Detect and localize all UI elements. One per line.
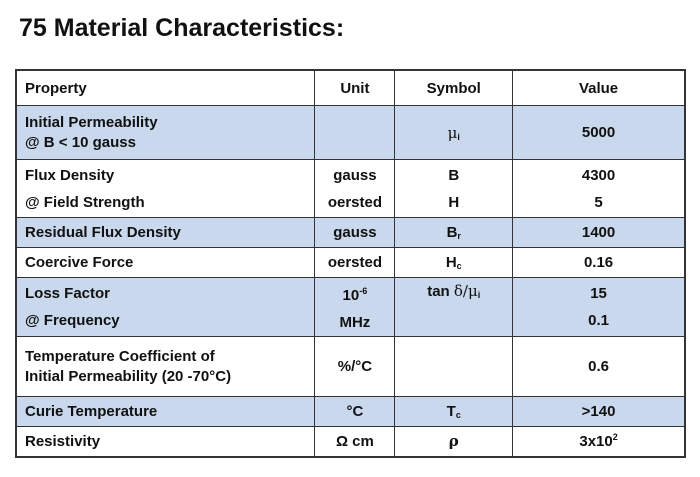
symbol-line: B [448, 166, 460, 184]
value-cell: 5000 [513, 106, 685, 160]
symbol-main: T [446, 403, 456, 420]
property-cell [16, 278, 315, 337]
symbol-cell [395, 160, 513, 218]
unit-cell: oersted [315, 248, 395, 278]
unit-cell: %/°C [315, 337, 395, 397]
property-cell: Curie Temperature [16, 397, 315, 427]
table-row-coercive-force [16, 248, 685, 278]
symbol-subscript: i [457, 131, 460, 142]
symbol-greek: δ/μ [453, 282, 478, 300]
symbol-line-blank [403, 309, 504, 336]
value-line: 5 [594, 193, 603, 211]
unit-cell [315, 160, 395, 218]
unit-line: oersted [327, 193, 382, 211]
property-line: Temperature Coefficient of [25, 347, 215, 365]
value-line: 4300 [581, 166, 616, 184]
value-cell: 0.6 [513, 337, 685, 397]
symbol-main: μ [447, 123, 458, 142]
symbol-main: B [446, 224, 458, 241]
table-row-residual-flux-density [16, 218, 685, 248]
symbol-line: H [448, 193, 460, 211]
property-line: Loss Factor [25, 285, 111, 302]
property-line: Initial Permeability (20 -70°C) [25, 367, 232, 385]
symbol-subscript: r [457, 231, 461, 241]
value-base: 3x10 [579, 433, 613, 451]
header-property: Property [16, 70, 315, 106]
value-cell [513, 427, 685, 457]
table-header-row [16, 70, 685, 106]
property-cell: Resistivity [16, 427, 315, 457]
symbol-main: H [445, 254, 457, 271]
unit-cell [315, 278, 395, 337]
symbol-line [403, 278, 504, 309]
property-condition: @ Field Strength [25, 193, 145, 211]
symbol-cell: ρ [395, 427, 513, 457]
symbol-cell [395, 106, 513, 160]
symbol-cell [395, 337, 513, 397]
value-line: 0.1 [588, 312, 609, 329]
value-cell [513, 160, 685, 218]
property-cell [16, 160, 315, 218]
value-line: 15 [590, 285, 607, 302]
symbol-subscript: i [477, 290, 481, 300]
property-line: Initial Permeability [25, 113, 158, 131]
symbol-prefix: tan [427, 283, 450, 300]
property-cell [16, 337, 315, 397]
table-row-initial-permeability [16, 106, 685, 160]
unit-line [323, 278, 386, 309]
table-row-resistivity [16, 427, 685, 457]
table-row-loss-factor [16, 278, 685, 337]
value-cell [513, 278, 685, 337]
unit-cell: °C [315, 397, 395, 427]
unit-cell [315, 106, 395, 160]
property-condition: @ B < 10 gauss [25, 133, 136, 151]
unit-line: MHz [339, 314, 371, 331]
header-symbol: Symbol [395, 70, 513, 106]
table-row-temperature-coefficient [16, 337, 685, 397]
symbol-subscript: c [455, 410, 461, 420]
header-value: Value [513, 70, 685, 106]
value-cell: >140 [513, 397, 685, 427]
header-unit: Unit [315, 70, 395, 106]
symbol-cell [395, 218, 513, 248]
property-cell: Coercive Force [16, 248, 315, 278]
value-cell: 1400 [513, 218, 685, 248]
unit-exponent: -6 [359, 286, 368, 296]
symbol-subscript: c [456, 261, 462, 271]
page-title: 75 Material Characteristics: [19, 14, 345, 42]
value-exponent: 2 [612, 432, 618, 443]
unit-base: 10 [342, 287, 360, 304]
unit-line: gauss [333, 166, 377, 184]
material-characteristics-table [15, 69, 686, 458]
property-cell: Residual Flux Density [16, 218, 315, 248]
value-cell: 0.16 [513, 248, 685, 278]
unit-cell: Ω cm [315, 427, 395, 457]
symbol-cell [395, 397, 513, 427]
symbol-cell [395, 248, 513, 278]
table-row-flux-density [16, 160, 685, 218]
symbol-cell [395, 278, 513, 337]
property-line: Flux Density [25, 166, 115, 184]
property-cell [16, 106, 315, 160]
property-condition: @ Frequency [25, 312, 120, 329]
table-row-curie-temperature [16, 397, 685, 427]
unit-cell: gauss [315, 218, 395, 248]
